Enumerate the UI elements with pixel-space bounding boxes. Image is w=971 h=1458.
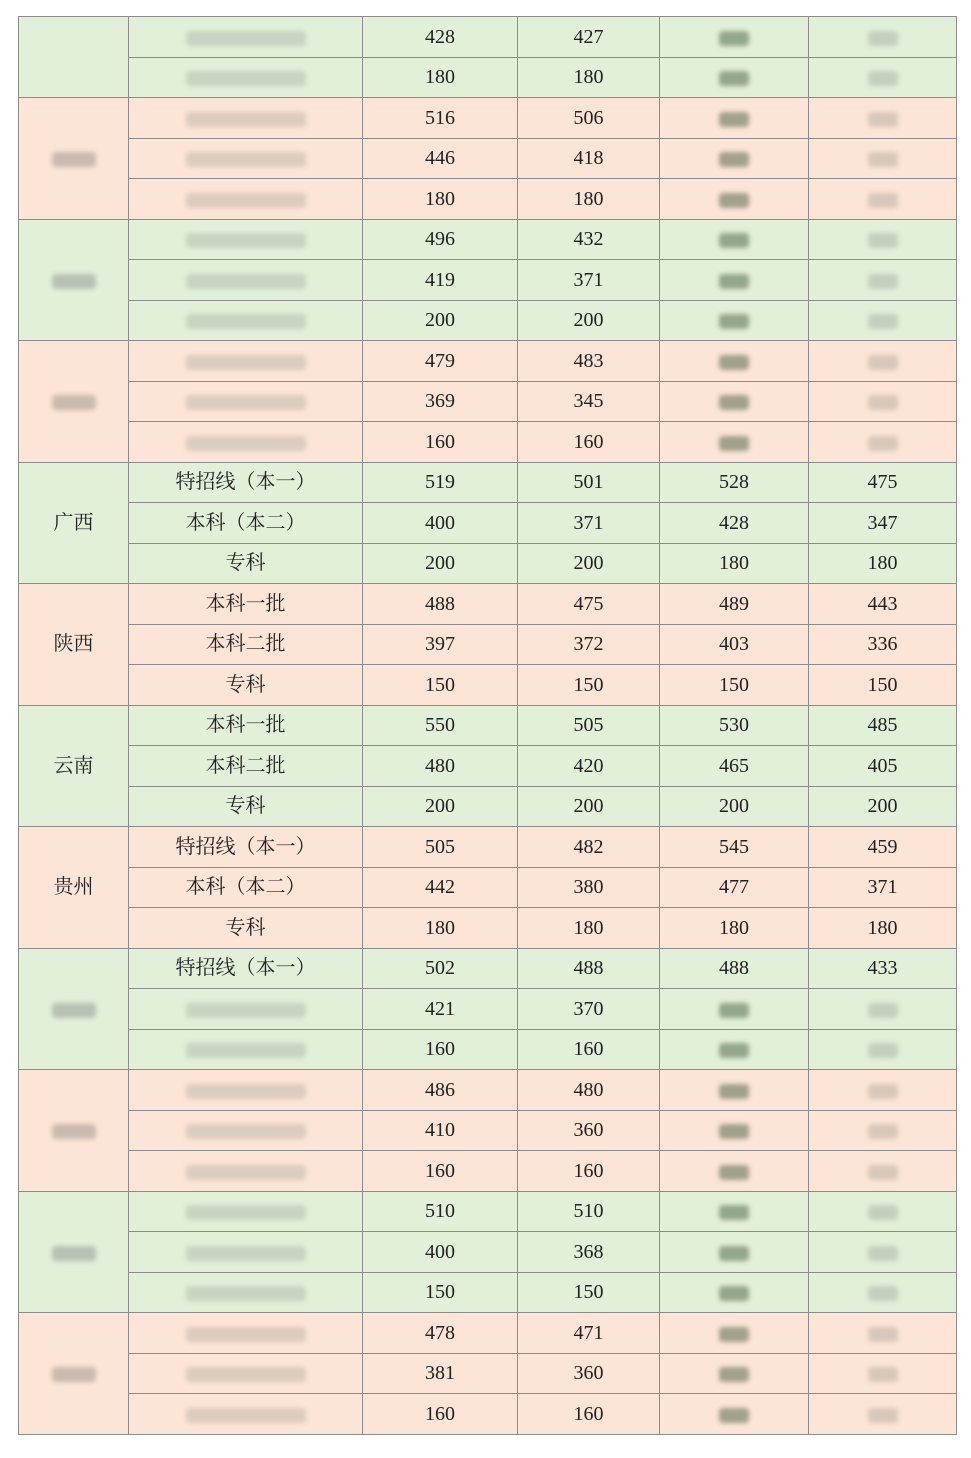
score-col-4-cell xyxy=(809,1110,957,1151)
score-col-3-cell xyxy=(660,1151,809,1192)
table-row xyxy=(19,1151,957,1192)
score-col-2-cell: 480 xyxy=(518,1070,660,1111)
score-col-4-cell xyxy=(809,1353,957,1394)
score-col-2-cell: 475 xyxy=(518,584,660,625)
obscured-text xyxy=(186,152,306,167)
obscured-text xyxy=(186,1205,306,1220)
score-col-2-cell: 370 xyxy=(518,989,660,1030)
score-col-3-cell: 403 xyxy=(660,624,809,665)
obscured-text xyxy=(868,1367,898,1382)
score-col-2-cell: 200 xyxy=(518,786,660,827)
score-col-2-cell: 360 xyxy=(518,1353,660,1394)
score-col-4-cell xyxy=(809,1151,957,1192)
province-cell xyxy=(19,1070,129,1192)
score-col-4-cell xyxy=(809,1232,957,1273)
table-row xyxy=(19,422,957,463)
table-row xyxy=(19,1353,957,1394)
score-col-4-cell xyxy=(809,219,957,260)
score-col-3-cell: 180 xyxy=(660,543,809,584)
table-row xyxy=(19,1070,957,1111)
score-col-1-cell: 505 xyxy=(363,827,518,868)
province-cell xyxy=(19,98,129,220)
table-row xyxy=(19,1394,957,1435)
table-row xyxy=(19,503,957,544)
obscured-text xyxy=(186,1246,306,1261)
obscured-text xyxy=(719,1286,749,1301)
score-col-1-cell: 180 xyxy=(363,179,518,220)
score-col-2-cell: 200 xyxy=(518,543,660,584)
score-col-3-cell: 477 xyxy=(660,867,809,908)
batch-cell: 专科 xyxy=(129,786,363,827)
province-cell: 云南 xyxy=(19,705,129,827)
score-col-1-cell: 480 xyxy=(363,746,518,787)
obscured-text xyxy=(868,1246,898,1261)
table-row xyxy=(19,1313,957,1354)
score-col-3-cell: 530 xyxy=(660,705,809,746)
score-col-2-cell: 180 xyxy=(518,57,660,98)
score-col-4-cell: 180 xyxy=(809,543,957,584)
obscured-text xyxy=(186,233,306,248)
obscured-text xyxy=(719,274,749,289)
batch-cell xyxy=(129,381,363,422)
batch-cell xyxy=(129,219,363,260)
table-row xyxy=(19,786,957,827)
obscured-text xyxy=(719,1124,749,1139)
obscured-text xyxy=(868,274,898,289)
obscured-text xyxy=(719,1246,749,1261)
score-col-3-cell xyxy=(660,1110,809,1151)
score-col-1-cell: 369 xyxy=(363,381,518,422)
batch-cell xyxy=(129,1394,363,1435)
score-col-3-cell xyxy=(660,1232,809,1273)
obscured-text xyxy=(52,152,96,167)
score-col-3-cell xyxy=(660,138,809,179)
table-row xyxy=(19,57,957,98)
batch-cell xyxy=(129,1313,363,1354)
obscured-text xyxy=(186,274,306,289)
batch-cell: 专科 xyxy=(129,665,363,706)
score-table-body xyxy=(19,17,957,1435)
obscured-text xyxy=(719,314,749,329)
score-col-1-cell: 478 xyxy=(363,1313,518,1354)
table-row xyxy=(19,179,957,220)
obscured-text xyxy=(868,193,898,208)
obscured-text xyxy=(719,436,749,451)
batch-cell xyxy=(129,179,363,220)
score-col-1-cell: 516 xyxy=(363,98,518,139)
score-sheet xyxy=(18,16,956,1435)
score-col-3-cell: 428 xyxy=(660,503,809,544)
table-row xyxy=(19,381,957,422)
score-col-2-cell: 160 xyxy=(518,422,660,463)
score-col-4-cell xyxy=(809,138,957,179)
table-row xyxy=(19,746,957,787)
table-row xyxy=(19,1029,957,1070)
score-col-2-cell: 420 xyxy=(518,746,660,787)
score-col-3-cell xyxy=(660,422,809,463)
obscured-text xyxy=(868,1327,898,1342)
score-col-4-cell: 405 xyxy=(809,746,957,787)
score-col-3-cell xyxy=(660,300,809,341)
score-col-1-cell: 519 xyxy=(363,462,518,503)
obscured-text xyxy=(719,1043,749,1058)
score-col-2-cell: 482 xyxy=(518,827,660,868)
obscured-text xyxy=(719,1003,749,1018)
batch-cell: 特招线（本一） xyxy=(129,462,363,503)
score-col-4-cell xyxy=(809,179,957,220)
batch-cell xyxy=(129,260,363,301)
score-col-2-cell: 371 xyxy=(518,260,660,301)
table-row xyxy=(19,584,957,625)
batch-cell xyxy=(129,341,363,382)
score-col-3-cell xyxy=(660,219,809,260)
province-cell xyxy=(19,341,129,463)
score-col-2-cell: 368 xyxy=(518,1232,660,1273)
table-row xyxy=(19,705,957,746)
score-col-2-cell: 150 xyxy=(518,665,660,706)
score-col-3-cell: 180 xyxy=(660,908,809,949)
obscured-text xyxy=(186,1165,306,1180)
score-col-4-cell xyxy=(809,260,957,301)
table-row xyxy=(19,1232,957,1273)
score-col-2-cell: 200 xyxy=(518,300,660,341)
score-col-4-cell xyxy=(809,341,957,382)
batch-cell: 专科 xyxy=(129,908,363,949)
score-col-3-cell: 545 xyxy=(660,827,809,868)
obscured-text xyxy=(186,355,306,370)
score-col-1-cell: 150 xyxy=(363,665,518,706)
score-col-1-cell: 400 xyxy=(363,1232,518,1273)
score-col-2-cell: 372 xyxy=(518,624,660,665)
score-col-2-cell: 432 xyxy=(518,219,660,260)
score-col-1-cell: 397 xyxy=(363,624,518,665)
score-col-1-cell: 150 xyxy=(363,1272,518,1313)
score-col-4-cell xyxy=(809,1070,957,1111)
score-col-2-cell: 501 xyxy=(518,462,660,503)
batch-cell: 本科一批 xyxy=(129,705,363,746)
score-col-3-cell: 150 xyxy=(660,665,809,706)
score-col-1-cell: 180 xyxy=(363,57,518,98)
score-col-2-cell: 505 xyxy=(518,705,660,746)
score-col-1-cell: 180 xyxy=(363,908,518,949)
score-col-2-cell: 160 xyxy=(518,1151,660,1192)
obscured-text xyxy=(868,233,898,248)
obscured-text xyxy=(719,233,749,248)
score-col-1-cell: 446 xyxy=(363,138,518,179)
obscured-text xyxy=(868,31,898,46)
score-col-2-cell: 380 xyxy=(518,867,660,908)
score-col-1-cell: 550 xyxy=(363,705,518,746)
score-table xyxy=(18,16,957,1435)
score-col-4-cell: 475 xyxy=(809,462,957,503)
score-col-2-cell: 150 xyxy=(518,1272,660,1313)
score-col-3-cell xyxy=(660,179,809,220)
obscured-text xyxy=(186,1286,306,1301)
score-col-2-cell: 510 xyxy=(518,1191,660,1232)
score-col-2-cell: 506 xyxy=(518,98,660,139)
score-col-4-cell: 150 xyxy=(809,665,957,706)
province-cell xyxy=(19,219,129,341)
obscured-text xyxy=(186,1367,306,1382)
batch-cell xyxy=(129,1272,363,1313)
table-row xyxy=(19,543,957,584)
score-col-1-cell: 496 xyxy=(363,219,518,260)
score-col-3-cell: 528 xyxy=(660,462,809,503)
obscured-text xyxy=(52,395,96,410)
score-col-2-cell: 360 xyxy=(518,1110,660,1151)
score-col-2-cell: 371 xyxy=(518,503,660,544)
batch-cell: 特招线（本一） xyxy=(129,948,363,989)
table-row xyxy=(19,624,957,665)
score-col-3-cell xyxy=(660,1353,809,1394)
score-col-1-cell: 479 xyxy=(363,341,518,382)
obscured-text xyxy=(52,1367,96,1382)
score-col-4-cell xyxy=(809,1029,957,1070)
score-col-1-cell: 442 xyxy=(363,867,518,908)
batch-cell xyxy=(129,1232,363,1273)
obscured-text xyxy=(52,1003,96,1018)
score-col-2-cell: 160 xyxy=(518,1394,660,1435)
obscured-text xyxy=(868,1003,898,1018)
obscured-text xyxy=(868,395,898,410)
obscured-text xyxy=(719,71,749,86)
obscured-text xyxy=(868,112,898,127)
obscured-text xyxy=(186,1327,306,1342)
score-col-2-cell: 483 xyxy=(518,341,660,382)
obscured-text xyxy=(52,1246,96,1261)
obscured-text xyxy=(719,355,749,370)
score-col-3-cell xyxy=(660,989,809,1030)
batch-cell xyxy=(129,1029,363,1070)
batch-cell xyxy=(129,422,363,463)
batch-cell xyxy=(129,1353,363,1394)
obscured-text xyxy=(868,436,898,451)
score-col-4-cell xyxy=(809,98,957,139)
batch-cell: 本科（本二） xyxy=(129,867,363,908)
score-col-3-cell xyxy=(660,57,809,98)
obscured-text xyxy=(186,314,306,329)
score-col-3-cell: 465 xyxy=(660,746,809,787)
score-col-1-cell: 421 xyxy=(363,989,518,1030)
table-row xyxy=(19,300,957,341)
batch-cell xyxy=(129,989,363,1030)
batch-cell xyxy=(129,98,363,139)
score-col-2-cell: 180 xyxy=(518,908,660,949)
score-col-1-cell: 419 xyxy=(363,260,518,301)
table-row xyxy=(19,867,957,908)
batch-cell: 本科二批 xyxy=(129,746,363,787)
score-col-1-cell: 486 xyxy=(363,1070,518,1111)
obscured-text xyxy=(868,314,898,329)
province-cell: 陕西 xyxy=(19,584,129,706)
batch-cell xyxy=(129,1151,363,1192)
obscured-text xyxy=(719,112,749,127)
score-col-4-cell: 433 xyxy=(809,948,957,989)
score-col-4-cell: 459 xyxy=(809,827,957,868)
table-row xyxy=(19,1191,957,1232)
batch-cell xyxy=(129,17,363,58)
score-col-3-cell xyxy=(660,1070,809,1111)
obscured-text xyxy=(186,71,306,86)
table-row xyxy=(19,908,957,949)
obscured-text xyxy=(186,31,306,46)
table-row xyxy=(19,98,957,139)
obscured-text xyxy=(868,152,898,167)
score-col-4-cell xyxy=(809,422,957,463)
score-col-3-cell xyxy=(660,1272,809,1313)
obscured-text xyxy=(186,112,306,127)
obscured-text xyxy=(719,1084,749,1099)
score-col-4-cell xyxy=(809,1191,957,1232)
batch-cell xyxy=(129,57,363,98)
table-row xyxy=(19,1110,957,1151)
score-col-3-cell: 488 xyxy=(660,948,809,989)
table-row xyxy=(19,260,957,301)
table-row xyxy=(19,1272,957,1313)
score-col-3-cell xyxy=(660,341,809,382)
table-row xyxy=(19,462,957,503)
score-col-1-cell: 160 xyxy=(363,1029,518,1070)
score-col-2-cell: 160 xyxy=(518,1029,660,1070)
province-cell xyxy=(19,17,129,98)
score-col-1-cell: 428 xyxy=(363,17,518,58)
score-col-3-cell xyxy=(660,1313,809,1354)
obscured-text xyxy=(868,1205,898,1220)
obscured-text xyxy=(868,1165,898,1180)
score-col-4-cell xyxy=(809,1272,957,1313)
batch-cell xyxy=(129,1070,363,1111)
score-col-4-cell: 485 xyxy=(809,705,957,746)
province-cell xyxy=(19,1191,129,1313)
score-col-1-cell: 381 xyxy=(363,1353,518,1394)
obscured-text xyxy=(719,1327,749,1342)
obscured-text xyxy=(186,1408,306,1423)
score-col-4-cell: 180 xyxy=(809,908,957,949)
obscured-text xyxy=(868,355,898,370)
score-col-3-cell xyxy=(660,260,809,301)
obscured-text xyxy=(719,1165,749,1180)
score-col-3-cell xyxy=(660,98,809,139)
obscured-text xyxy=(719,152,749,167)
batch-cell xyxy=(129,300,363,341)
score-col-3-cell xyxy=(660,1029,809,1070)
batch-cell: 本科（本二） xyxy=(129,503,363,544)
score-col-4-cell xyxy=(809,1394,957,1435)
table-row xyxy=(19,665,957,706)
obscured-text xyxy=(868,1408,898,1423)
score-col-2-cell: 488 xyxy=(518,948,660,989)
score-col-4-cell: 200 xyxy=(809,786,957,827)
score-col-1-cell: 200 xyxy=(363,786,518,827)
score-col-1-cell: 200 xyxy=(363,300,518,341)
obscured-text xyxy=(719,1205,749,1220)
batch-cell xyxy=(129,1191,363,1232)
score-col-3-cell: 200 xyxy=(660,786,809,827)
score-col-4-cell: 371 xyxy=(809,867,957,908)
batch-cell: 本科一批 xyxy=(129,584,363,625)
score-col-4-cell xyxy=(809,989,957,1030)
score-col-4-cell: 336 xyxy=(809,624,957,665)
province-cell xyxy=(19,948,129,1070)
obscured-text xyxy=(868,1084,898,1099)
score-col-2-cell: 180 xyxy=(518,179,660,220)
province-cell: 贵州 xyxy=(19,827,129,949)
table-row xyxy=(19,948,957,989)
score-col-1-cell: 160 xyxy=(363,422,518,463)
score-col-4-cell xyxy=(809,57,957,98)
score-col-2-cell: 427 xyxy=(518,17,660,58)
obscured-text xyxy=(719,1408,749,1423)
score-col-1-cell: 160 xyxy=(363,1394,518,1435)
score-col-4-cell: 443 xyxy=(809,584,957,625)
score-col-2-cell: 471 xyxy=(518,1313,660,1354)
obscured-text xyxy=(868,1124,898,1139)
score-col-1-cell: 160 xyxy=(363,1151,518,1192)
obscured-text xyxy=(186,1043,306,1058)
obscured-text xyxy=(868,71,898,86)
table-row xyxy=(19,827,957,868)
batch-cell: 专科 xyxy=(129,543,363,584)
obscured-text xyxy=(868,1286,898,1301)
score-col-2-cell: 418 xyxy=(518,138,660,179)
batch-cell xyxy=(129,1110,363,1151)
table-row xyxy=(19,17,957,58)
table-row xyxy=(19,219,957,260)
score-col-1-cell: 400 xyxy=(363,503,518,544)
obscured-text xyxy=(52,274,96,289)
obscured-text xyxy=(52,1124,96,1139)
obscured-text xyxy=(186,1003,306,1018)
score-col-3-cell xyxy=(660,381,809,422)
score-col-1-cell: 488 xyxy=(363,584,518,625)
obscured-text xyxy=(719,31,749,46)
score-col-3-cell xyxy=(660,1394,809,1435)
batch-cell: 特招线（本一） xyxy=(129,827,363,868)
score-col-4-cell xyxy=(809,300,957,341)
obscured-text xyxy=(719,395,749,410)
table-row xyxy=(19,138,957,179)
score-col-1-cell: 410 xyxy=(363,1110,518,1151)
batch-cell xyxy=(129,138,363,179)
score-col-3-cell xyxy=(660,1191,809,1232)
table-row xyxy=(19,989,957,1030)
obscured-text xyxy=(186,436,306,451)
obscured-text xyxy=(186,193,306,208)
province-cell xyxy=(19,1313,129,1435)
score-col-4-cell xyxy=(809,1313,957,1354)
score-col-1-cell: 200 xyxy=(363,543,518,584)
score-col-4-cell xyxy=(809,381,957,422)
obscured-text xyxy=(719,193,749,208)
score-col-4-cell: 347 xyxy=(809,503,957,544)
score-col-1-cell: 510 xyxy=(363,1191,518,1232)
score-col-1-cell: 502 xyxy=(363,948,518,989)
province-cell: 广西 xyxy=(19,462,129,584)
obscured-text xyxy=(719,1367,749,1382)
score-col-3-cell: 489 xyxy=(660,584,809,625)
score-col-2-cell: 345 xyxy=(518,381,660,422)
score-col-4-cell xyxy=(809,17,957,58)
obscured-text xyxy=(186,395,306,410)
obscured-text xyxy=(868,1043,898,1058)
obscured-text xyxy=(186,1084,306,1099)
obscured-text xyxy=(186,1124,306,1139)
score-col-3-cell xyxy=(660,17,809,58)
batch-cell: 本科二批 xyxy=(129,624,363,665)
table-row xyxy=(19,341,957,382)
